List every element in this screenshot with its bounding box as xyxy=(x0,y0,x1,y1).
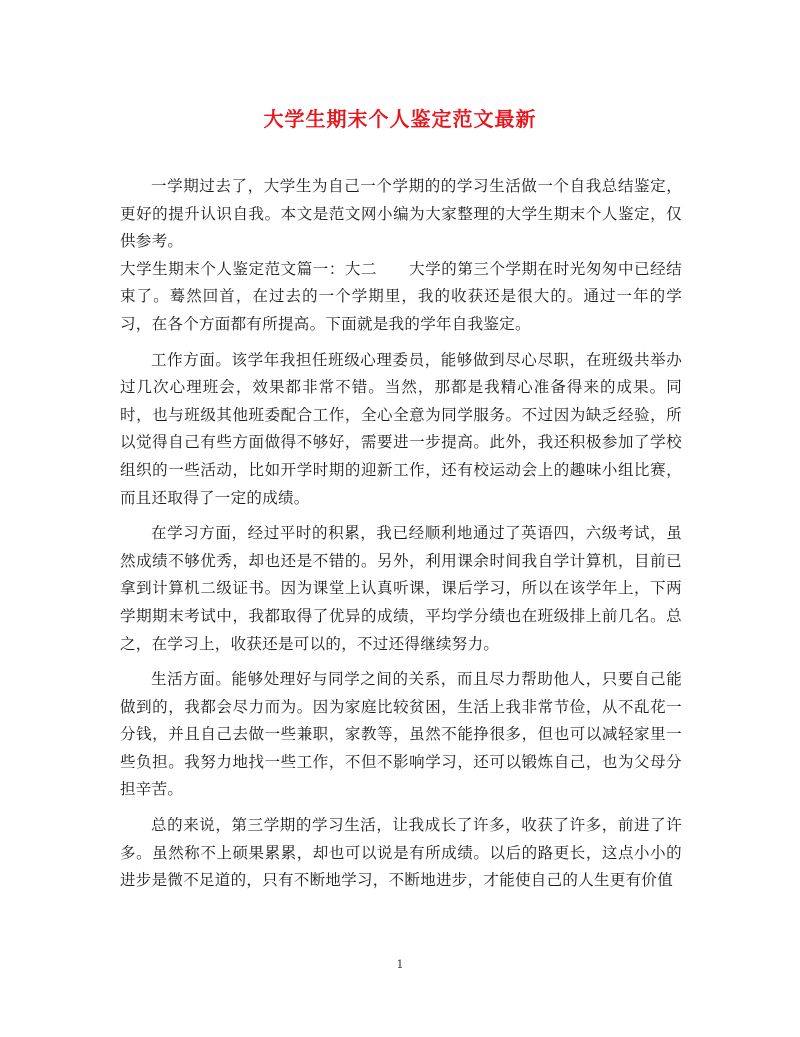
paragraph-study: 在学习方面，经过平时的积累，我已经顺利地通过了英语四，六级考试，虽然成绩不够优秀，却也还是不错的。另外，利用课余时间我自学计算机，目前已拿到计算机二级证书。因为课堂上认真听课，课后学习，所以在该学年上，下两学期期末考试中，我都取得了优异的成绩，平均学分绩也在班级排上前几名。总之，在学习上，收获还是可以的，不过还得继续努力。 xyxy=(120,524,682,653)
paragraph-work: 工作方面。该学年我担任班级心理委员，能够做到尽心尽职，在班级共举办过几次心理班会，效果都非常不错。当然，那都是我精心准备得来的成果。同时，也与班级其他班委配合工作，全心全意为同学服务。不过因为缺乏经验，所以觉得自己有些方面做得不够好，需要进一步提高。此外，我还积极参加了学校组织的一些活动，比如开学时期的迎新工作，还有校运动会上的趣味小组比赛，而且还取得了一定的成绩。 xyxy=(120,350,682,507)
paragraph-summary: 总的来说，第三学期的学习生活，让我成长了许多，收获了许多，前进了许多。虽然称不上硕果累累，却也可以说是有所成绩。以后的路更长，这点小小的进步是微不足道的，只有不断地学习，不断地进步，才能使自己的人生更有价值 xyxy=(120,816,682,890)
page-number: 1 xyxy=(396,958,404,971)
paragraph-section-heading: 大学生期末个人鉴定范文篇一：大二 大学的第三个学期在时光匆匆中已经结束了。蓦然回首，在过去的一个学期里，我的收获还是很大的。通过一年的学习，在各个方面都有所提高。下面就是我的学年自我鉴定。 xyxy=(120,259,682,333)
document-body xyxy=(120,173,682,895)
paragraph-life: 生活方面。能够处理好与同学之间的关系，而且尽力帮助他人，只要自己能做到的，我都会尽力而为。因为家庭比较贫困，生活上我非常节俭，从不乱花一分钱，并且自己去做一些兼职，家教等，虽然不能挣很多，但也可以减轻家里一些负担。我努力地找一些工作，不但不影响学习，还可以锻炼自己，也为父母分担辛苦。 xyxy=(120,670,682,799)
document-title: 大学生期末个人鉴定范文最新 xyxy=(263,107,537,131)
paragraph-intro: 一学期过去了，大学生为自己一个学期的的学习生活做一个自我总结鉴定，更好的提升认识自我。本文是范文网小编为大家整理的大学生期末个人鉴定，仅供参考。 xyxy=(120,177,682,251)
